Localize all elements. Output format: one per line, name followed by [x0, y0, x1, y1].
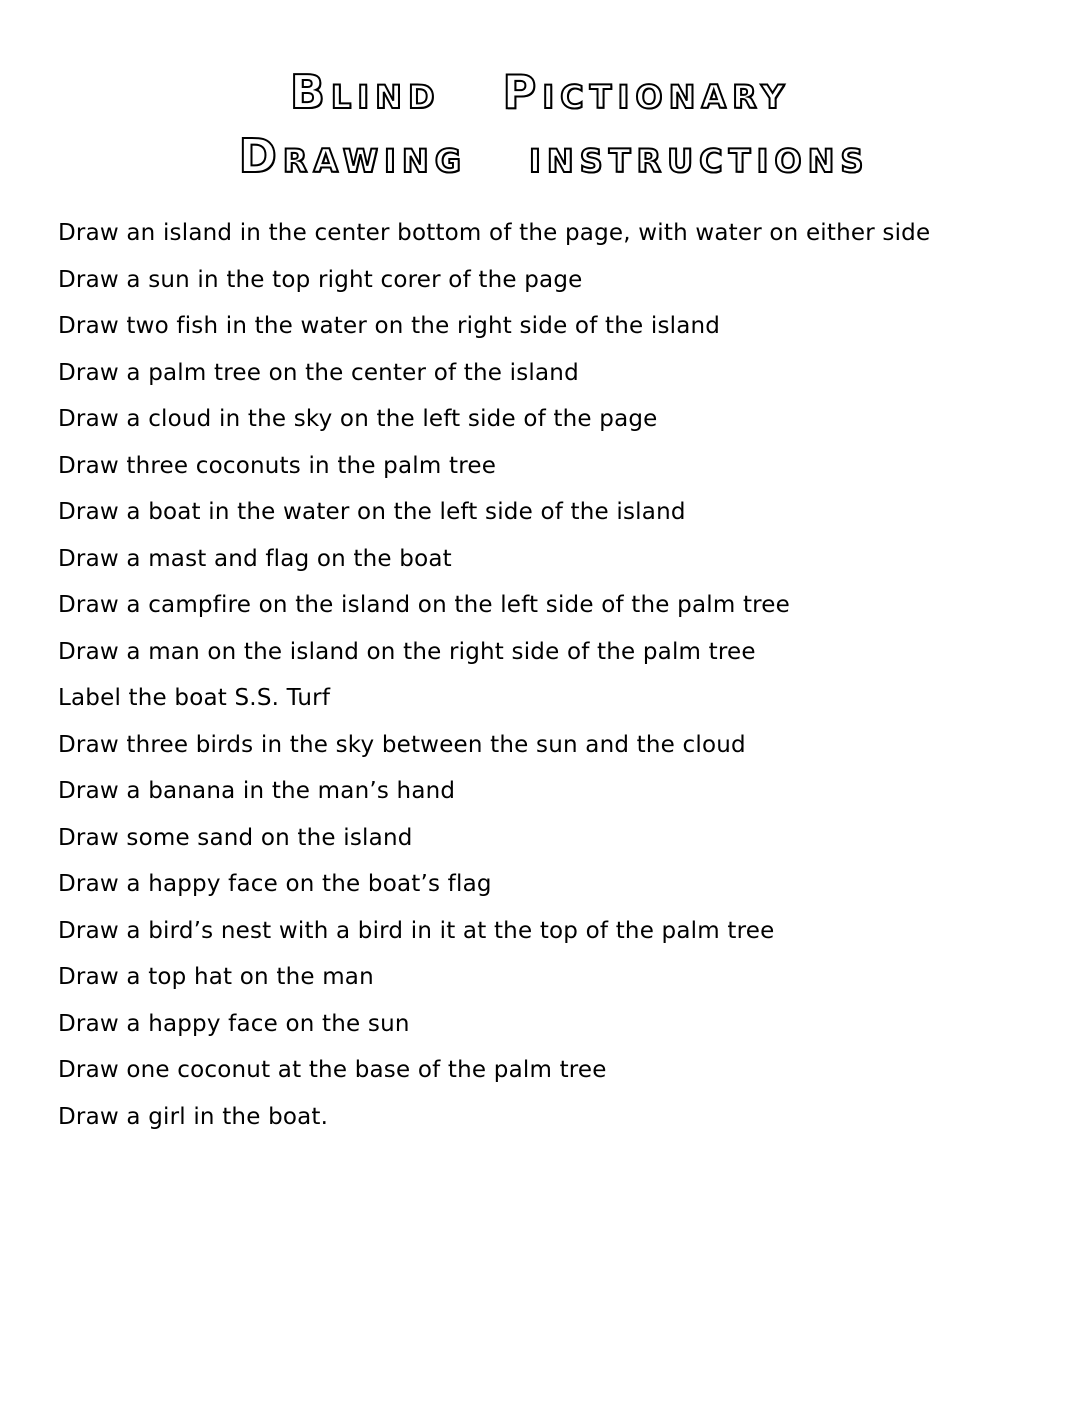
instruction-item: Draw a palm tree on the center of the island [58, 359, 579, 386]
page-title [0, 60, 1088, 188]
instruction-item: Draw a sun in the top right corer of the page [58, 266, 583, 293]
instruction-item: Draw a man on the island on the right side of the palm tree [58, 638, 756, 665]
instruction-item: Draw a campfire on the island on the left side of the palm tree [58, 592, 791, 618]
instruction-item: Draw a girl in the boat. [58, 1103, 329, 1130]
instruction-item: Label the boat S.S. Turf [58, 685, 331, 711]
instruction-item: Draw some sand on the island [58, 824, 413, 851]
instruction-item: Draw a mast and flag on the boat [58, 545, 452, 572]
instruction-item: Draw a banana in the man’s hand [58, 778, 456, 804]
instruction-item: Draw a boat in the water on the left side of the island [58, 499, 686, 525]
instruction-item: Draw a top hat on the man [58, 964, 374, 990]
instruction-item: Draw a happy face on the sun [58, 1010, 410, 1037]
instruction-item: Draw three birds in the sky between the sun and the cloud [58, 731, 746, 758]
instruction-item: Draw one coconut at the base of the palm tree [58, 1057, 607, 1083]
instruction-item: Draw two fish in the water on the right side of the island [58, 313, 721, 339]
instruction-item: Draw an island in the center bottom of the page, with water on either side [58, 220, 931, 246]
instruction-list [58, 210, 1038, 1140]
instruction-item: Draw three coconuts in the palm tree [58, 452, 497, 479]
instruction-item: Draw a happy face on the boat’s flag [58, 871, 492, 897]
title-line-2: Drawing instructions [238, 129, 870, 183]
title-line-1: Blind Pictionary [289, 65, 791, 119]
instruction-item: Draw a bird’s nest with a bird in it at the top of the palm tree [58, 917, 775, 944]
instruction-item: Draw a cloud in the sky on the left side of the page [58, 406, 658, 432]
